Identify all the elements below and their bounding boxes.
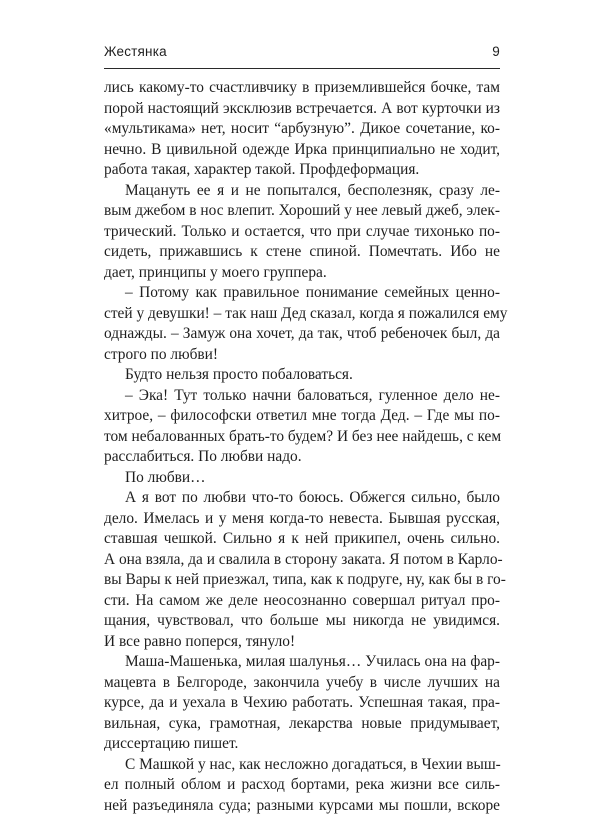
text-line: порой настоящий эксклюзив встречается. А вот курточки из: [104, 99, 500, 120]
header-rule: [104, 68, 500, 69]
text-line: ней разъединяла суда; разными курсами мы пошли, вскоре: [104, 796, 500, 816]
text-line: – Эка! Тут только начни баловаться, гуленное дело не-: [104, 386, 500, 407]
text-line: А я вот по любви что-то боюсь. Обжегся сильно, было: [104, 488, 500, 509]
text-line: курсе, да и уехала в Чехию работать. Успешная такая, пра-: [104, 693, 500, 714]
text-line: щания, чувствовал, что больше мы никогда не увидимся.: [104, 611, 500, 632]
page-number: 9: [492, 44, 500, 59]
text-line: ставшая чешкой. Сильно я к ней прикипел, очень сильно.: [104, 529, 500, 550]
text-line: том небалованных брать-то будем? И без нее найдешь, с кем: [104, 427, 500, 448]
text-line: сидеть, прижавшись к стене спиной. Помечтать. Ибо не: [104, 242, 500, 263]
text-line: Маша-Машенька, милая шалунья… Училась она на фар-: [104, 652, 500, 673]
text-line: расслабиться. По любви надо.: [104, 447, 500, 468]
text-line: трический. Только и остается, что при случае тихонько по-: [104, 222, 500, 243]
text-line: С Машкой у нас, как несложно догадаться, в Чехии выш-: [104, 755, 500, 776]
text-line: хитрое, – философски ответил мне тогда Дед. – Где мы по-: [104, 406, 500, 427]
text-line: сти. На самом же деле неосознанно совершал ритуал про-: [104, 591, 500, 612]
text-line: ел полный облом и расход бортами, река жизни все силь-: [104, 775, 500, 796]
text-line: вильная, сука, грамотная, лекарства новые придумывает,: [104, 714, 500, 735]
text-line: стей у девушки! – так наш Дед сказал, когда я пожалился ему: [104, 304, 500, 325]
text-line: – Потому как правильное понимание семейных ценно-: [104, 283, 500, 304]
text-line: лись какому-то счастливчику в приземлившейся бочке, там: [104, 78, 500, 99]
text-line: И все равно поперся, тянуло!: [104, 632, 500, 653]
text-line: А она взяла, да и свалила в сторону заката. Я потом в Карло-: [104, 550, 500, 571]
text-line: вы Вары к ней приезжал, типа, как к подруге, ну, как бы в го-: [104, 570, 500, 591]
text-line: Мацануть ее я и не попытался, бесполезняк, сразу ле-: [104, 181, 500, 202]
text-line: вым джебом в нос влепит. Хороший у нее левый джеб, элек-: [104, 201, 500, 222]
running-title: Жестянка: [104, 44, 167, 59]
text-line: мацевта в Белгороде, закончила учебу в числе лучших на: [104, 673, 500, 694]
text-line: нечно. В цивильной одежде Ирка принципиально не ходит,: [104, 140, 500, 161]
text-line: работа такая, характер такой. Профдеформация.: [104, 160, 500, 181]
text-line: Будто нельзя просто побаловаться.: [104, 365, 500, 386]
text-line: По любви…: [104, 468, 500, 489]
running-header: [104, 44, 500, 59]
text-line: однажды. – Замуж она хочет, да так, чтоб ребеночек был, да: [104, 324, 500, 345]
text-line: «мультикама» нет, носит “арбузную”. Дикое сочетание, ко-: [104, 119, 500, 140]
text-line: дает, принципы у моего группера.: [104, 263, 500, 284]
text-line: диссертацию пишет.: [104, 734, 500, 755]
text-line: дело. Имелась и у меня когда-то невеста. Бывшая русская,: [104, 509, 500, 530]
text-line: строго по любви!: [104, 345, 500, 366]
body-text: [104, 78, 500, 816]
